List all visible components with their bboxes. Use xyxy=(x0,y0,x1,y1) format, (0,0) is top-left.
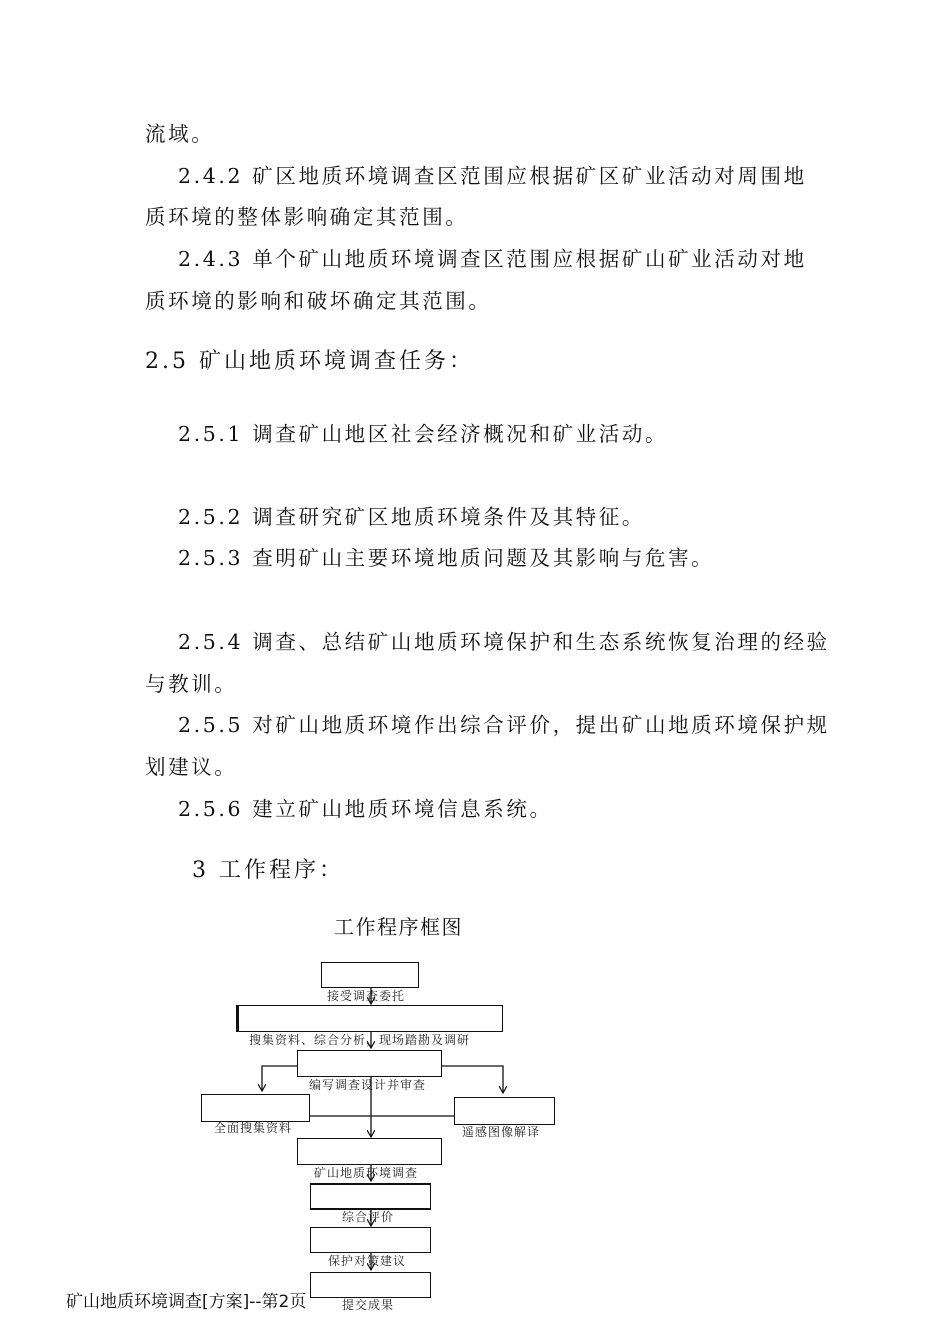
flow-step-box xyxy=(297,1138,442,1165)
paragraph-line: 划建议。 xyxy=(145,755,238,779)
section-heading: 3 工作程序： xyxy=(192,858,344,883)
paragraph-line: 2.5.1 调查矿山地区社会经济概况和矿业活动。 xyxy=(178,422,669,446)
section-heading: 2.5 矿山地质环境调查任务： xyxy=(145,349,474,374)
paragraph-line: 2.5.4 调查、总结矿山地质环境保护和生态系统恢复治理的经验 xyxy=(178,630,830,654)
flow-step-box xyxy=(297,1050,442,1077)
flowchart-title: 工作程序框图 xyxy=(334,915,463,939)
flow-step-label: 提交成果 xyxy=(342,1298,395,1312)
flow-step-label: 接受调查委托 xyxy=(327,989,406,1003)
paragraph-line: 质环境的整体影响确定其范围。 xyxy=(145,205,469,229)
paragraph-line: 2.4.3 单个矿山地质环境调查区范围应根据矿山矿业活动对地 xyxy=(178,247,807,271)
page-footer: 矿山地质环境调查[方案]--第2页 xyxy=(66,1292,307,1312)
paragraph-line: 2.5.5 对矿山地质环境作出综合评价，提出矿山地质环境保护规 xyxy=(178,713,830,737)
paragraph-line: 2.5.3 查明矿山主要环境地质问题及其影响与危害。 xyxy=(178,546,715,570)
flow-step-label: 编写调查设计并审查 xyxy=(309,1078,427,1092)
paragraph-line: 质环境的影响和破坏确定其范围。 xyxy=(145,289,492,313)
paragraph-line: 2.5.6 建立矿山地质环境信息系统。 xyxy=(178,797,553,821)
flow-step-label: 保护对策建议 xyxy=(328,1254,407,1268)
flow-step-label: 搜集资料、综合分析，现场踏勘及调研 xyxy=(249,1033,471,1047)
paragraph-line: 与教训。 xyxy=(145,672,238,696)
flow-step-label: 矿山地质环境调查 xyxy=(314,1166,419,1180)
paragraph-line: 流域。 xyxy=(145,122,215,146)
flow-step-label: 全面搜集资料 xyxy=(214,1121,293,1135)
paragraph-line: 2.4.2 矿区地质环境调查区范围应根据矿区矿业活动对周围地 xyxy=(178,164,807,188)
flow-step-label: 综合评价 xyxy=(342,1210,395,1224)
flow-step-box xyxy=(321,962,419,988)
flow-step-box xyxy=(310,1272,431,1298)
flow-step-box xyxy=(454,1097,555,1125)
paragraph-line: 2.5.2 调查研究矿区地质环境条件及其特征。 xyxy=(178,505,645,529)
flow-step-box xyxy=(310,1227,431,1253)
flow-step-label: 遥感图像解译 xyxy=(462,1125,541,1139)
flow-step-box xyxy=(236,1005,503,1032)
flow-step-box xyxy=(310,1183,431,1210)
flow-step-box xyxy=(201,1094,310,1122)
